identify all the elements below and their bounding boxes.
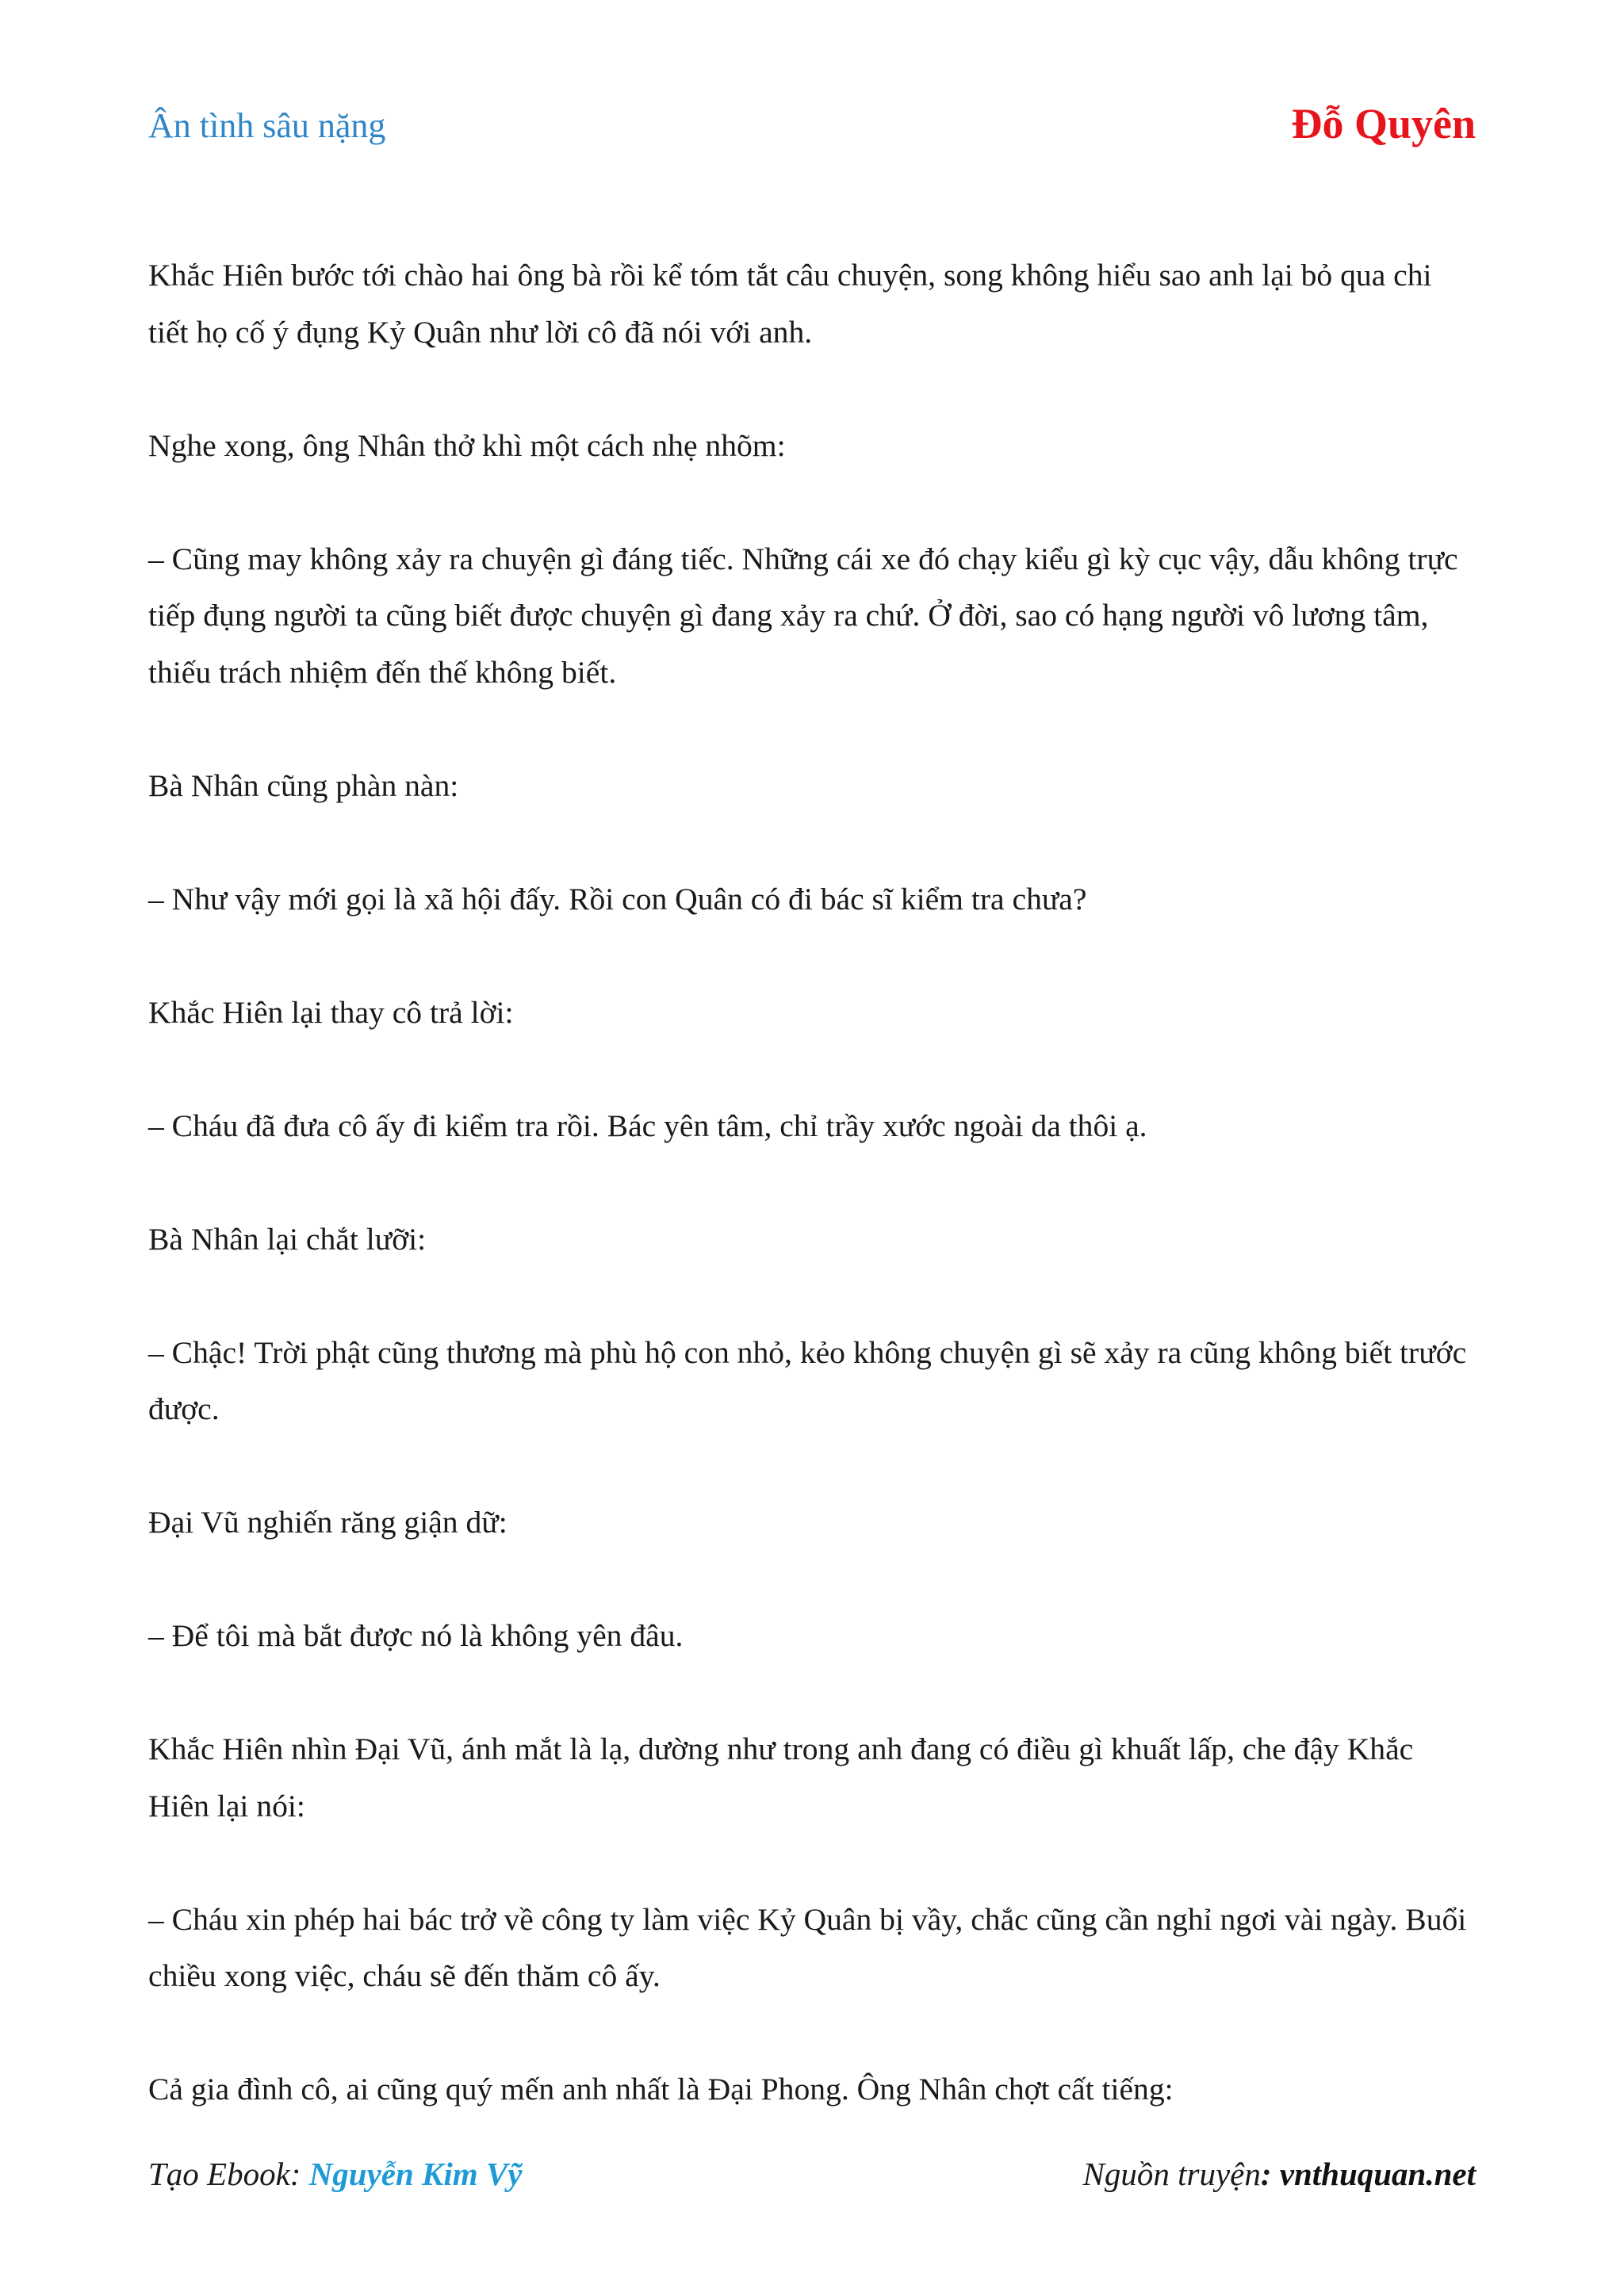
author-name: Đỗ Quyên [1291,100,1476,147]
page-header [148,99,1476,163]
paragraph: Nghe xong, ông Nhân thở khì một cách nhẹ nhõm: [148,427,786,463]
paragraph: Khắc Hiên lại thay cô trả lời: [148,994,514,1030]
paragraph: – Như vậy mới gọi là xã hội đấy. Rồi con Quân có đi bác sĩ kiểm tra chưa? [148,881,1087,916]
page-footer [148,2155,1476,2202]
source-label: Nguồn truyện [1082,2156,1261,2192]
ebook-label: Tạo Ebook [148,2156,290,2192]
paragraph: – Cháu đã đưa cô ấy đi kiểm tra rồi. Bác yên tâm, chỉ trầy xước ngoài da thôi ạ. [148,1108,1147,1143]
ebook-credit [148,2155,523,2193]
source-colon: : [1260,2156,1272,2192]
paragraph: – Cháu xin phép hai bác trở về công ty làm việc Kỷ Quân bị vầy, chắc cũng cần nghỉ ngơi vài ngày. Buổi chiều xong việc, cháu sẽ đến thăm cô ấy. [148,1901,1467,1993]
paragraph: – Để tôi mà bắt được nó là không yên đâu. [148,1618,684,1653]
paragraph: Khắc Hiên nhìn Đại Vũ, ánh mắt là lạ, dường như trong anh đang có điều gì khuất lấp, che đậy Khắc Hiên lại nói: [148,1732,1414,1823]
story-text [148,247,1476,2175]
ebook-colon: : [289,2156,301,2192]
paragraph: Bà Nhân lại chắt lưỡi: [148,1221,427,1257]
paragraph: Bà Nhân cũng phàn nàn: [148,767,459,803]
ebook-creator: Nguyễn Kim Vỹ [308,2156,523,2192]
paragraph: Khắc Hiên bước tới chào hai ông bà rồi kể tóm tắt câu chuyện, song không hiểu sao anh lại bỏ qua chi tiết họ cố ý đụng Kỷ Quân như lời cô đã nói với anh. [148,258,1432,350]
source-site: vnthuquan.net [1279,2156,1476,2192]
paragraph: – Chậc! Trời phật cũng thương mà phù hộ con nhỏ, kẻo không chuyện gì sẽ xảy ra cũng không biết trước được. [148,1334,1467,1426]
book-title: Ân tình sâu nặng [148,106,386,145]
paragraph: Cả gia đình cô, ai cũng quý mến anh nhất là Đại Phong. Ông Nhân chợt cất tiếng: [148,2072,1174,2107]
paragraph: – Cũng may không xảy ra chuyện gì đáng tiếc. Những cái xe đó chạy kiểu gì kỳ cục vậy, dẫu không trực tiếp đụng người ta cũng biết được chuyện gì đang xảy ra chứ. Ở đời, sao có hạng người vô lương tâm, thiếu trách nhiệm đến thế không biết. [148,541,1458,690]
paragraph: Đại Vũ nghiến răng giận dữ: [148,1505,508,1540]
source-credit [1083,2155,1477,2193]
